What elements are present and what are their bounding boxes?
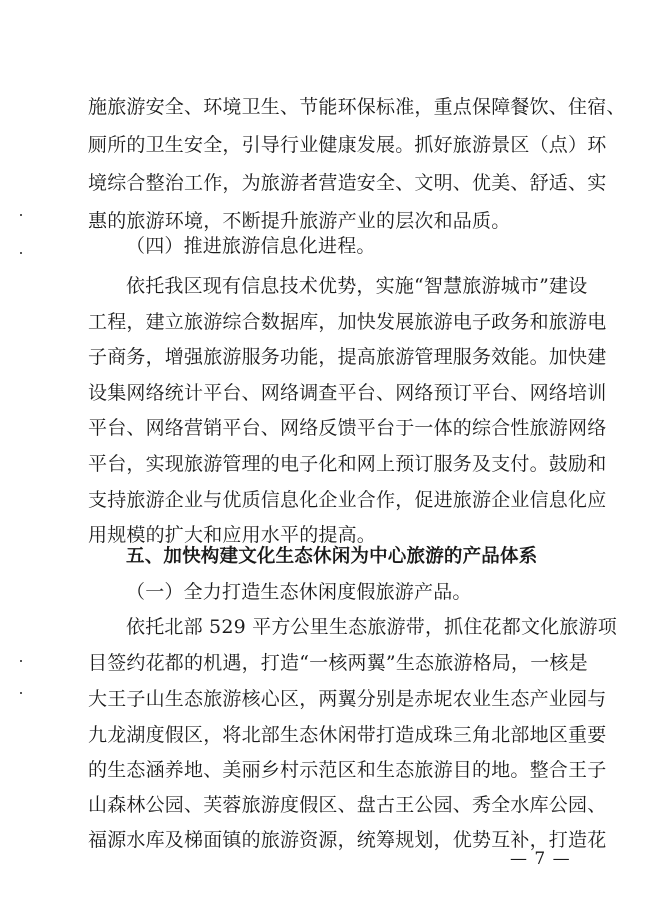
subheading-4: （四）推进旅游信息化进程。 bbox=[126, 235, 376, 257]
text-line: 依托北部 529 平方公里生态旅游带，抓住花都文化旅游项 bbox=[126, 616, 617, 638]
text-line: 支持旅游企业与优质信息化企业合作，促进旅游企业信息化应 bbox=[88, 489, 607, 511]
text-line: 惠的旅游环境，不断提升旅游产业的层次和品质。 bbox=[88, 210, 511, 232]
text-line: 福源水库及梯面镇的旅游资源，统筹规划，优势互补，打造花 bbox=[88, 829, 607, 851]
text-line: 九龙湖度假区，将北部生态休闲带打造成珠三角北部地区重要 bbox=[88, 724, 607, 746]
text-line: 平台，实现旅游管理的电子化和网上预订服务及支付。鼓励和 bbox=[88, 453, 607, 475]
text-line: 大王子山生态旅游核心区，两翼分别是赤坭农业生态产业园与 bbox=[88, 688, 607, 710]
margin-dot bbox=[20, 692, 22, 694]
text-line: 目签约花都的机遇，打造“一核两翼”生态旅游格局，一核是 bbox=[88, 652, 588, 674]
text-line: 的生态涵养地、美丽乡村示范区和生态旅游目的地。整合王子 bbox=[88, 759, 607, 781]
text-line: 平台、网络营销平台、网络反馈平台于一体的综合性旅游网络 bbox=[88, 417, 607, 439]
text-line: 设集网络统计平台、网络调查平台、网络预订平台、网络培训 bbox=[88, 382, 607, 404]
margin-dot bbox=[20, 214, 22, 216]
text-line: 施旅游安全、环境卫生、节能环保标准，重点保障餐饮、住宿、 bbox=[88, 96, 626, 118]
margin-dot bbox=[20, 252, 22, 254]
text-line: 依托我区现有信息技术优势，实施“智慧旅游城市”建设 bbox=[126, 275, 588, 297]
text-line: 子商务，增强旅游服务功能，提高旅游管理服务效能。加快建 bbox=[88, 346, 607, 368]
section-heading-5: 五、加快构建文化生态休闲为中心旅游的产品体系 bbox=[126, 546, 538, 567]
text-line: 厕所的卫生安全，引导行业健康发展。抓好旅游景区（点）环 bbox=[88, 134, 607, 156]
subheading-1: （一）全力打造生态休闲度假旅游产品。 bbox=[126, 581, 472, 603]
margin-dot bbox=[20, 660, 22, 662]
text-line: 山森林公园、芙蓉旅游度假区、盘古王公园、秀全水库公园、 bbox=[88, 794, 607, 816]
text-line: 工程，建立旅游综合数据库，加快发展旅游电子政务和旅游电 bbox=[88, 311, 607, 333]
text-line: 用规模的扩大和应用水平的提高。 bbox=[88, 524, 377, 546]
text-line: 境综合整治工作，为旅游者营造安全、文明、优美、舒适、实 bbox=[88, 172, 607, 194]
page-number: — 7 — bbox=[510, 849, 571, 869]
